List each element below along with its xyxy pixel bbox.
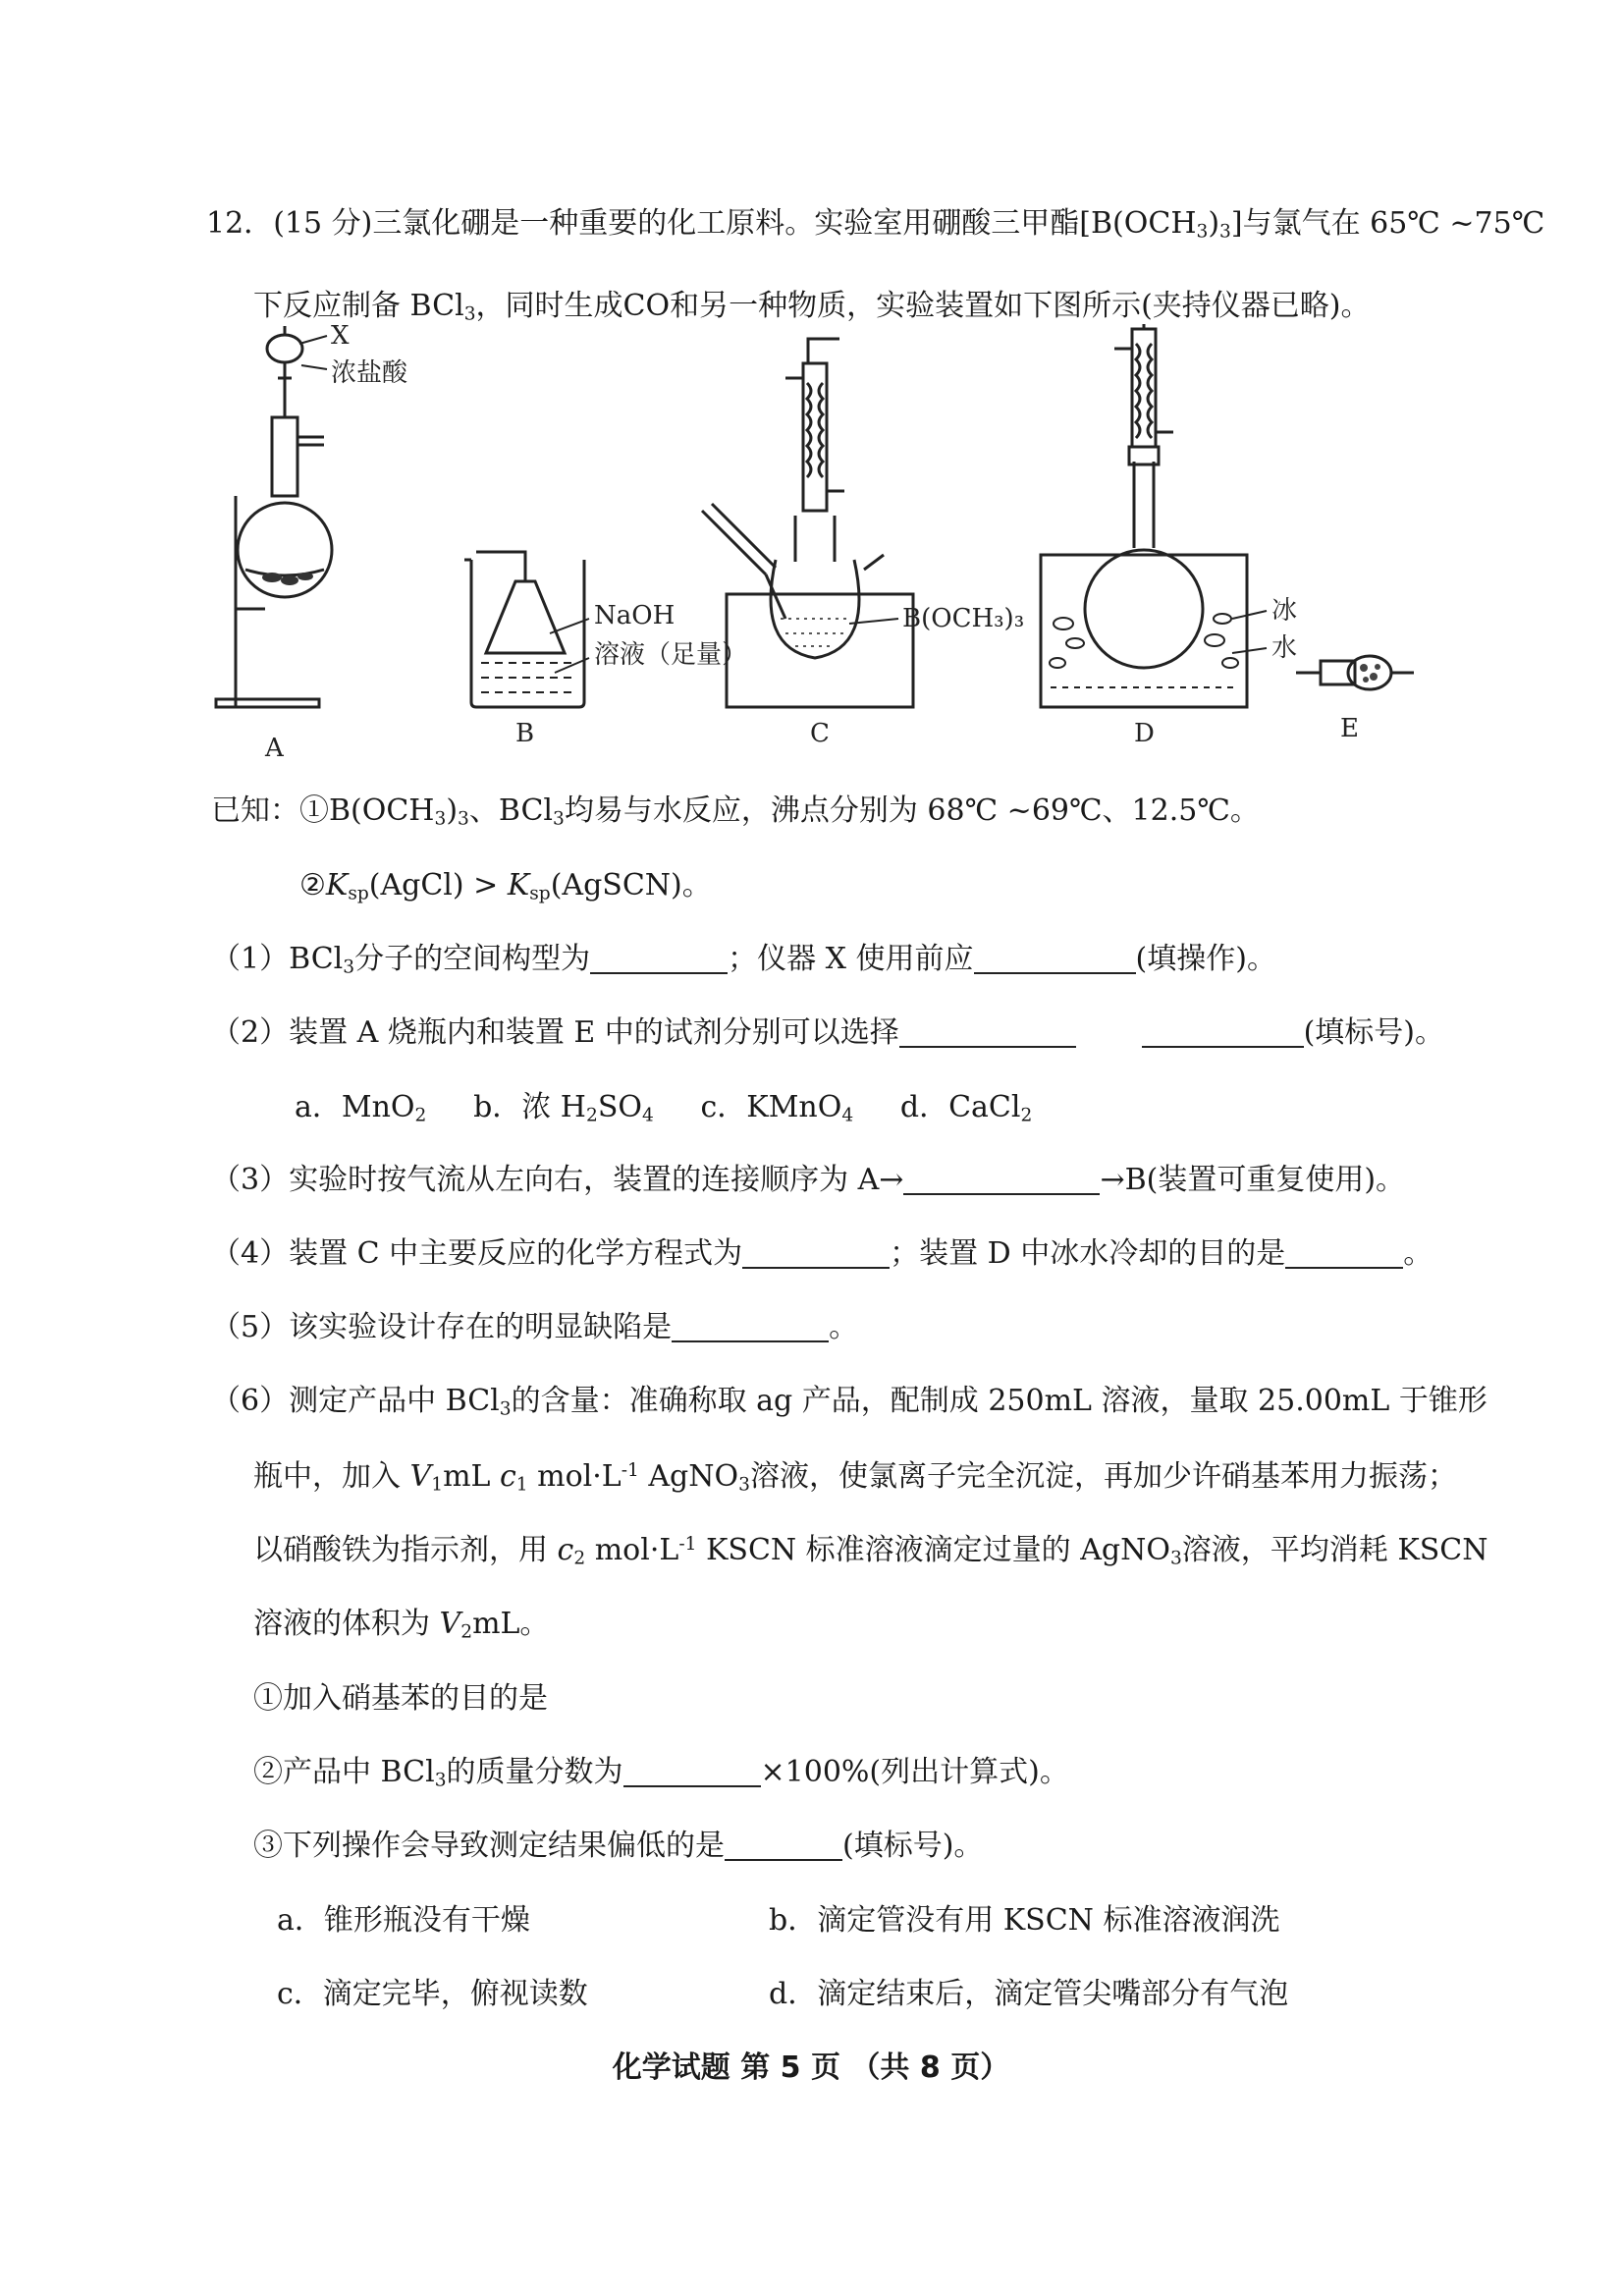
subquestion-6-line-4: 溶液的体积为 $V_2mL$。 [253, 1607, 550, 1643]
caption-a: A [265, 734, 284, 763]
option-c: c．滴定完毕，俯视读数 [277, 1977, 588, 2011]
subquestion-6-part-3: ③下列操作会导致测定结果偏低的是 (填标号)。 [253, 1829, 984, 1863]
answer-blank[interactable] [672, 1311, 829, 1342]
label-hcl: 浓盐酸 [331, 358, 408, 388]
page-footer: 化学试题 第 5 页 （共 8 页） [612, 2050, 1010, 2085]
answer-blank[interactable] [590, 943, 728, 974]
caption-c: C [810, 719, 830, 748]
question-stem-line-2: 下反应制备 BCl$_3$，同时生成CO和另一种物质，实验装置如下图所示(夹持仪器已略)。 [253, 289, 1371, 325]
option-c: c．KMnO$_4$ [700, 1090, 854, 1126]
apparatus-b [464, 552, 589, 707]
answer-blank[interactable] [899, 1016, 1076, 1048]
subquestion-4: （4）装置 C 中主要反应的化学方程式为 ；装置 D 中冰水冷却的目的是 。 [211, 1236, 1433, 1271]
subquestion-6-part-1: ①加入硝基苯的目的是 [253, 1681, 548, 1716]
label-ice: 冰 [1271, 596, 1298, 626]
subquestion-5: （5）该实验设计存在的明显缺陷是 。 [211, 1310, 859, 1344]
answer-blank[interactable] [1142, 1016, 1304, 1048]
known-2: $②K_{sp}(AgCl)$ > $K_{sp}(AgSCN)$。 [299, 868, 712, 904]
caption-b: B [515, 719, 535, 748]
label-bome: B(OCH₃)₃ [902, 604, 1025, 633]
option-a: a．MnO$_2$ [295, 1090, 427, 1126]
subquestion-6-line-3: 以硝酸铁为指示剂，用 $c_2$ $mol\cdot L^{-1}$ KSCN 标准溶液滴定过量的 AgNO$_3$溶液，平均消耗 KSCN [253, 1533, 1488, 1569]
label-water: 水 [1271, 633, 1298, 663]
subquestion-3: （3）实验时按气流从左向右，装置的连接顺序为 A→ →B(装置可重复使用)。 [211, 1163, 1406, 1197]
subquestion-6-line-2: 瓶中，加入 $V_1mL$ $c_1$ $mol\cdot L^{-1}$ AgNO$_3$溶液，使氯离子完全沉淀，再加少许硝基苯用力振荡； [253, 1459, 1457, 1496]
apparatus-a [216, 326, 332, 707]
option-d: d．滴定结束后，滴定管尖嘴部分有气泡 [769, 1977, 1289, 2011]
subquestion-2: （2）装置 A 烧瓶内和装置 E 中的试剂分别可以选择 (填标号)。 [211, 1015, 1444, 1050]
apparatus-figure [211, 324, 1429, 766]
option-d: d．CaCl$_2$ [899, 1090, 1033, 1126]
apparatus-d [1041, 324, 1267, 707]
question-number: 12． [206, 206, 274, 241]
apparatus-e [1296, 656, 1414, 689]
known-1: 已知：$①B(OCH_3)_3$、BCl$_3$均易与水反应，沸点分别为 68℃ ~69℃、12.5℃。 [211, 793, 1260, 830]
answer-blank[interactable] [1285, 1237, 1403, 1269]
label-naoh: NaOH [594, 601, 676, 630]
question-score: (15 分) [273, 206, 373, 241]
answer-blank[interactable] [903, 1164, 1100, 1195]
answer-blank[interactable] [623, 1756, 761, 1787]
label-x: X [331, 324, 350, 351]
caption-e: E [1340, 714, 1359, 743]
caption-d: D [1134, 719, 1155, 748]
options-q2 [295, 1086, 1032, 1129]
answer-blank[interactable] [725, 1830, 842, 1861]
option-a: a．锥形瓶没有干燥 [277, 1903, 530, 1938]
option-b: b．滴定管没有用 KSCN 标准溶液润洗 [769, 1903, 1280, 1938]
answer-blank[interactable] [974, 943, 1136, 974]
question-stem-line-1: 12．(15 分)三氯化硼是一种重要的化工原料。实验室用硼酸三甲酯$[B(OCH_3)_3]$与氯气在 65℃ ~75℃ [206, 206, 1545, 243]
answer-blank[interactable] [742, 1237, 890, 1269]
label-solution: 溶液（足量） [594, 640, 748, 670]
subquestion-1: （1）BCl$_3$分子的空间构型为 ；仪器 X 使用前应 (填操作)。 [211, 942, 1276, 978]
option-b: b．浓 $H_2SO_4$ [473, 1090, 654, 1126]
subquestion-6-part-2: ②产品中 BCl$_3$的质量分数为 ×100%(列出计算式)。 [253, 1755, 1069, 1791]
subquestion-6-line-1: （6）测定产品中 BCl$_3$的含量：准确称取 ag 产品，配制成 250mL 溶液，量取 25.00mL 于锥形 [211, 1384, 1487, 1420]
